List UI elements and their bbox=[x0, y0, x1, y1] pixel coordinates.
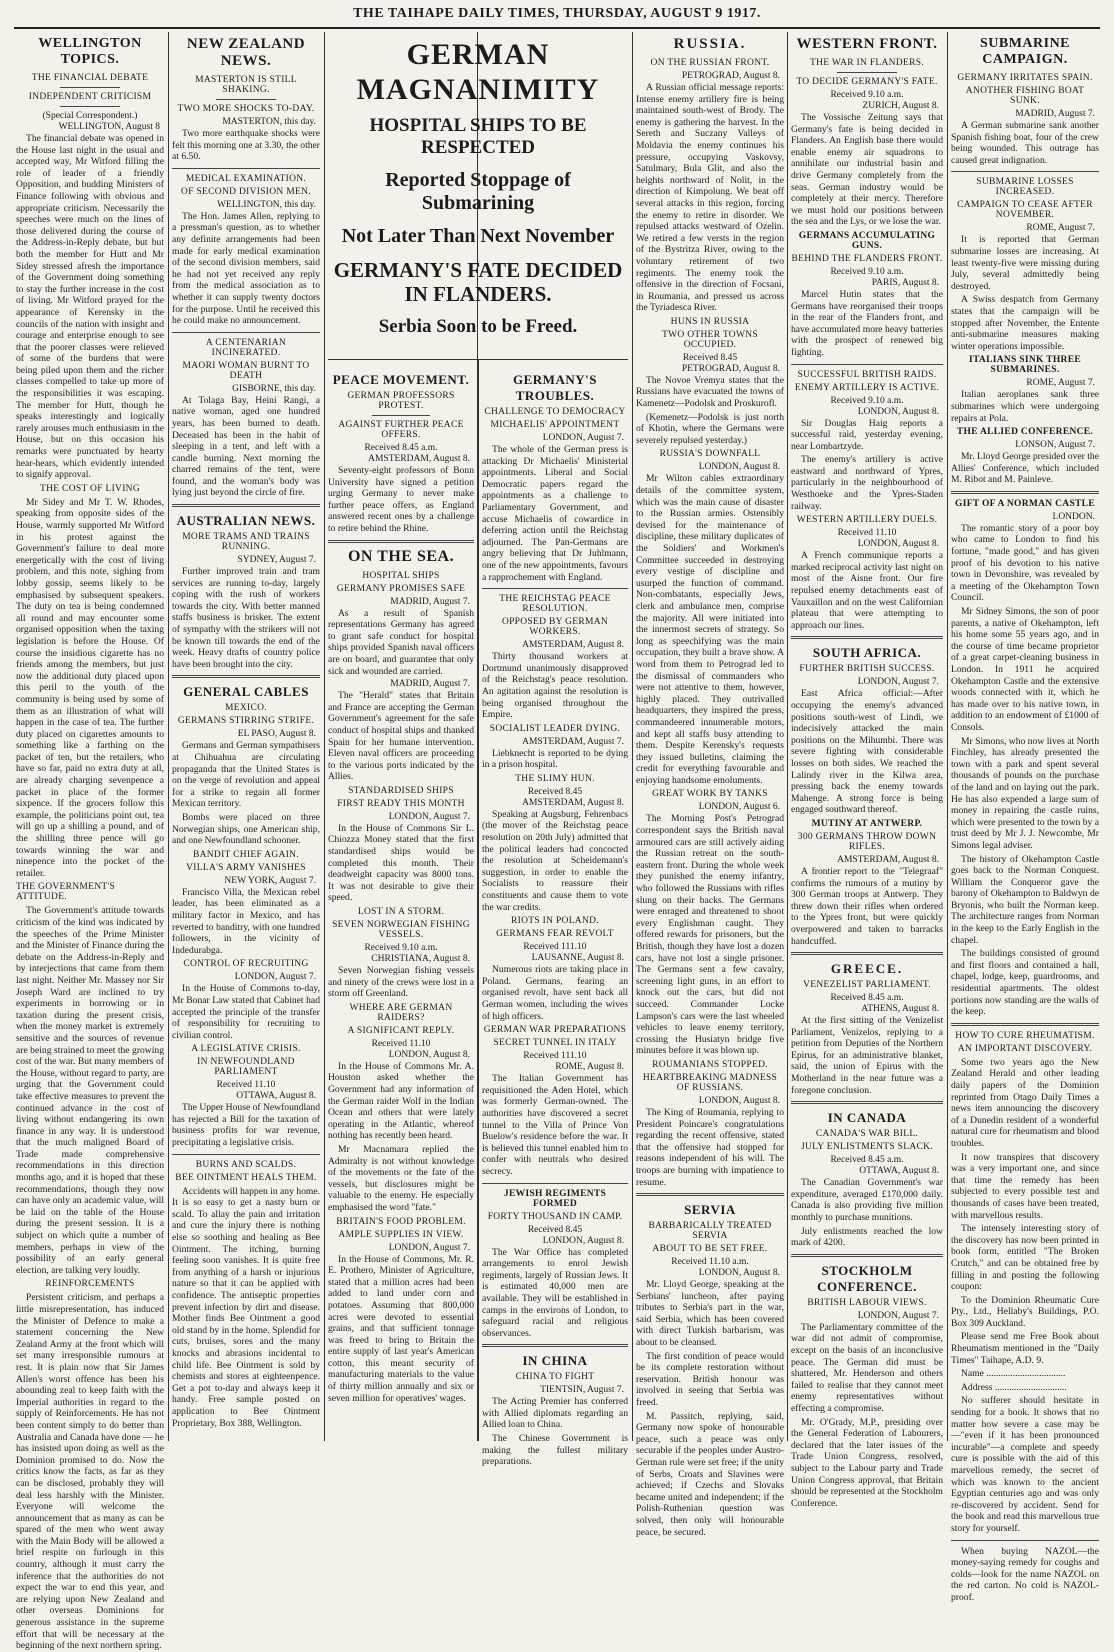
subheading: BEHIND THE FLANDERS FRONT. bbox=[791, 253, 943, 264]
dateline: PETROGRAD, August 8. bbox=[681, 363, 780, 374]
subheading: GIFT OF A NORMAN CASTLE bbox=[955, 498, 1095, 509]
dateline: ZURICH, August 8. bbox=[862, 101, 939, 111]
article-paragraph: Mr. O'Grady, M.P., presiding over the General Federation of Labourers, declared that the later issues of the Trade Union Congress, resolved, subject to the Labour party and Trade Union Congress approval, that Britain should be represented at the Stockholm Conference. bbox=[791, 1416, 943, 1509]
subheading: GERMAN WAR PREPARATIONS bbox=[483, 1025, 627, 1036]
subheading: THE FINANCIAL DEBATE bbox=[31, 73, 149, 83]
section-heading: SOUTH AFRICA. bbox=[812, 645, 922, 661]
divider bbox=[791, 364, 943, 365]
advertisement-nazol: When buying NAZOL—the money-saying remedy for coughs and colds—look for the name NAZOL on the red carton. No cold is NAZOL-proof. bbox=[951, 1545, 1099, 1603]
received-time: Received 11.10 bbox=[216, 1080, 276, 1091]
subheading: HUNS IN RUSSIA bbox=[670, 316, 750, 327]
subheading: THE GOVERNMENT'S ATTITUDE. bbox=[16, 882, 116, 903]
divider bbox=[216, 99, 275, 100]
divider bbox=[482, 1344, 628, 1347]
dateline: AMSTERDAM, August 8. bbox=[837, 854, 939, 865]
section-heading: STOCKHOLM CONFERENCE. bbox=[817, 1262, 917, 1294]
subheading: SUCCESSFUL BRITISH RAIDS. bbox=[797, 369, 937, 380]
dateline: LONDON, August 7. bbox=[388, 1242, 470, 1253]
section-heading: IN CHINA bbox=[522, 1353, 588, 1369]
subheading: REINFORCEMENTS bbox=[45, 1279, 135, 1290]
section-heading: RUSSIA. bbox=[673, 36, 747, 52]
received-time: Received 8.45 a.m. bbox=[364, 443, 438, 453]
dateline: PETROGRAD, August 8. bbox=[681, 71, 780, 81]
byline: (Special Correspondent.) bbox=[42, 111, 138, 121]
subheading: FORTY THOUSAND IN CAMP. bbox=[487, 1211, 623, 1222]
subheading: RUSSIA'S DOWNFALL bbox=[659, 449, 761, 460]
subheading: CHALLENGE TO DEMOCRACY bbox=[484, 407, 626, 417]
dateline: LONSON, August 7. bbox=[1015, 440, 1095, 451]
subheading: CHINA TO FIGHT bbox=[515, 1372, 595, 1383]
dateline: WELLINGTON, August 8 bbox=[58, 122, 160, 132]
subheading: SECRET TUNNEL IN ITALY bbox=[493, 1038, 617, 1049]
subheading: A LEGISLATIVE CRISIS. bbox=[191, 1044, 301, 1055]
coupon-text: Please send me Free Book about Rheumatism mentioned in the "Daily Times" Taihape, A.D. 9. bbox=[951, 1331, 1099, 1366]
dateline: ATHENS, August 8. bbox=[861, 1004, 939, 1015]
subheading: SOCIALIST LEADER DYING. bbox=[489, 723, 621, 734]
divider bbox=[837, 72, 898, 73]
dateline: LONDON, August 7. bbox=[542, 433, 624, 443]
subheading: MORE TRAMS AND TRAINS RUNNING. bbox=[182, 532, 310, 553]
section-heading: SUBMARINE CAMPAIGN. bbox=[979, 36, 1071, 67]
dateline: LONDON, August 8. bbox=[698, 1268, 780, 1279]
subheading: BURNS AND SCALDS. bbox=[195, 1159, 297, 1170]
dateline: LONDON, August 7. bbox=[857, 677, 939, 688]
subheading: GERMAN PROFESSORS PROTEST. bbox=[347, 391, 455, 411]
received-time: Received 11.10 bbox=[371, 1038, 431, 1049]
divider bbox=[951, 1023, 1099, 1026]
dateline: LONDON, August 8. bbox=[542, 1235, 624, 1246]
subheading: THE COST OF LIVING bbox=[40, 483, 140, 494]
subheading: IN NEWFOUNDLAND PARLIAMENT bbox=[197, 1057, 295, 1078]
headline-november: Not Later Than Next November bbox=[341, 224, 615, 247]
headline-serbia: Serbia Soon to be Freed. bbox=[378, 315, 578, 337]
section-heading: WESTERN FRONT. bbox=[796, 36, 938, 52]
article-paragraph: A French communique reports a marked reciprocal activity last night on most of the Aisne front. Our fire repulsed enemy detachments east of Vauxaillon and on the west Californian plateau that were attempting to approach our lines. bbox=[791, 550, 943, 631]
subheading: LOST IN A STORM. bbox=[357, 907, 445, 918]
article-paragraph: Two more earthquake shocks were felt this morning one at 3.30, the other at 6.50. bbox=[172, 128, 320, 163]
subheading: AN IMPORTANT DISCOVERY. bbox=[957, 1043, 1093, 1054]
column-rule bbox=[478, 359, 479, 1441]
divider bbox=[172, 675, 320, 678]
column-rule bbox=[787, 32, 788, 1441]
subheading: GERMANS ACCUMULATING GUNS. bbox=[798, 230, 936, 251]
article-paragraph: The whole of the German press is attacking Dr Michaelis' Ministerial appointments. Liberal and Social Democratic papers regard the appointments as a challenge to Parliamentary Government, and accuse Michaelis of cowardice in deferring action until the Reichstag adjourned. The Pan-Germans are angry believing that Dr Juhlmann, one of the new appointments, favours a rapprochement with England. bbox=[482, 444, 628, 583]
article-paragraph: A German submarine sank another Spanish fishing boat, four of the crew being wounded. This outrage has caused great indignation. bbox=[951, 120, 1099, 166]
article-paragraph: Accidents will happen in any home. It is so easy to get a nasty burn or scald. To allay the pain and irritation and cure the injury there is nothing else so soothing and healing as Bee Ointment. The itching, burning feeling soon vanishes. It is quite free from anything of a harsh or injurious nature so that it can be applied with confidence. The antiseptic properties prevent infection by dirt and disease. Mother finds Bee Ointment a good old stand by in the home. Splendid for cuts, bruises, sores and the many knocks and abrasions incidental to child life. Bee Ointment is sold by chemists and stores at eighteenpence. Get a pot to-day and always keep it handy. Free sample posted on application to Bee Ointment Proprietary, Box 388, Wellington. bbox=[172, 1185, 321, 1429]
subheading: GREAT WORK BY TANKS bbox=[652, 789, 768, 800]
subheading: BEE OINTMENT HEALS THEM. bbox=[175, 1172, 317, 1183]
article-paragraph: Mr Sidney Simons, the son of poor parents, a native of Okehampton, left his home some 55 years ago, and in the course of time became proprietor of a great carpet-cleaning business in London. In 1911 he acquired Okehampton Castle and the extensive woods connected with it, which he has made over to his native town, in addition to an endowment of £1000 of Consols. bbox=[951, 606, 1099, 733]
article-paragraph: As a result of Spanish representations Germany has agreed to grant safe conduct for hospital ships provided Spanish naval officers are on board, and guarantee that only sick and wounded are carried. bbox=[328, 607, 474, 677]
divider bbox=[482, 1183, 628, 1184]
column-new-zealand-news bbox=[172, 34, 320, 1441]
article-paragraph: The War Office has completed arrangements to enrol Jewish regiments, largely of Russian Jews. It is estimated 40,000 men are available. They will be established in camps in the environs of London, to safeguard racial and religious observances. bbox=[482, 1246, 628, 1339]
divider bbox=[791, 952, 943, 955]
subheading: AGAINST FURTHER PEACE OFFERS. bbox=[338, 420, 464, 440]
article-paragraph: The intensely interesting story of the discovery has now been printed in book form, entitled "The Broken Crutch," and can be obtained free by filling in and posting the following coupon: bbox=[951, 1223, 1099, 1293]
subheading: BRITAIN'S FOOD PROBLEM. bbox=[336, 1216, 466, 1227]
subheading: WHERE ARE GERMAN RAIDERS? bbox=[349, 1002, 453, 1023]
headline-flanders: GERMANY'S FATE DECIDED IN FLANDERS. bbox=[333, 257, 623, 306]
column-western-front bbox=[791, 34, 943, 1509]
subheading: THE ALLIED CONFERENCE. bbox=[956, 427, 1094, 438]
article-paragraph: Mr Sidey and Mr T. W. Rhodes, speaking from opposite sides of the House, warmly supported Mr Witford in his protest against the Government's failure to deal more energetically with the cost of living problem, and this note, sighing from lobby gossip, seems likely to be emphasised by subsequent speakers. The duty on tea is being condemned all round and may encounter some organised opposition when the taxing legislation is before the House. Of course the insidious cigarette has no friends among the members, but just now the additional duty placed upon this peril to the youth of the community is being used by some of them as an illustration of what will happen in the case of tea. The further duty placed on cigarettes amounts to something like a farthing on the packet of ten, but the retailers, who have so far, paid no extra duty at all, are already charging sevenpence a packet in place of the former sixpence. If the grocers follow this example, the politicians point out, tea will go up a shilling a pound, and of the shilling three pence will go towards winning the war and ninepence into the pocket of the retailer. bbox=[16, 496, 164, 879]
article-paragraph: The Government's attitude towards criticism of the kind was indicated by the speeches of the Prime Minister and the Minister of Finance during the debate on the Address-in-Reply and by interjections that came from them last night. Neither Mr. Massey nor Sir Joseph Ward are inclined to try experiments in borrowing or in taxation during the present crisis, when the money market is extremely sensitive and the sources of revenue are being strained to meet the growing cost of the war. But many members of the House, without regard to party, are urging that the Government could take effective measures to prevent the continued advance in the cost of living without endangering its own finance in any way. It is understood that the much maligned Board of Trade made comprehensive recommendations in this direction months ago, and it is hoped that these recommendations, though they now can have only an academic value, will be laid on the table of the House during the present session. It is a subject on which quite a number of members, perhaps in view of the possibility of an early general election, are talking very loudly. bbox=[16, 905, 164, 1276]
article-paragraph: In the House of Commons to-day, Mr Bonar Law stated that Cabinet had accepted the principle of the transfer of responsibility for recruiting to civilian control. bbox=[172, 983, 320, 1041]
dateline: GISBORNE, this day. bbox=[232, 383, 316, 394]
subheading: ITALIANS SINK THREE SUBMARINES. bbox=[969, 355, 1081, 376]
dateline: TIENTSIN, August 7. bbox=[540, 1385, 624, 1396]
article-paragraph: M. Passitch, replying, said, Germany now spoke of honourable peace, such a peace was only securable if the peoples under Austro-German rule were set free; if the unity of Serbs, Croats and Slavines were achieved; if Czechs and Slovaks became united and independent; if the Polish-Ruthenian question was solved, then only will honourable peace, be secured. bbox=[636, 1410, 784, 1538]
article-paragraph: At the first sitting of the Venizelist Parliament, Venizelos, replying to a petition from Deputies of the Northern Epirus, for an administrative blanket, said, the union of Epirus with the Motherland in the near future was a foregone conclusion. bbox=[791, 1015, 943, 1096]
divider bbox=[172, 504, 320, 507]
article-paragraph: The Novoe Vremya states that the Russians have evacuated the towns of Kamenetz—Podolsk and Proskurofl. bbox=[636, 374, 784, 410]
column-rule bbox=[168, 32, 169, 1441]
article-paragraph: Sir Douglas Haig reports a successful raid, yesterday evening, near Lombartzyde. bbox=[791, 417, 943, 452]
article-paragraph: Speaking at Augsburg, Fehrenbacs (the mover of the Reichstag peace resolution on 20th July) admitted that the political leaders had concocted the resolution at Scheidemann's suggestion, in order to enable the Socialists to reassure their constituents and cause them to vote the war credits. bbox=[482, 808, 628, 913]
article-paragraph: Marcel Hutin states that the Germans have reorganised their troops in the rear of the Flanders front, and have accumulated more heavy batteries with the prospect of renewed big fighting. bbox=[791, 288, 943, 358]
dateline: ROME, August 7. bbox=[1026, 378, 1095, 389]
article-paragraph: Liebknecht is reported to be dying in a prison hospital. bbox=[482, 747, 628, 771]
subheading: JEWISH REGIMENTS FORMED bbox=[503, 1188, 607, 1209]
article-paragraph: The Morning Post's Petrograd correspondent says the British naval armoured cars are still actively aiding the Russian retreat on the south-eastern front. During the whole week they punished the enemy infantry, who followed the Russians with rifles slung on their backs. The Germans were enraged and threatened to shoot every Englishman caught. They offered rewards for prisoners, but the British, though they have lost a dozen cars, have not lost a single prisoner. The Germans sent a few cavalry, screening light guns, in an effort to knock out the cars, but did not succeed. Commander Locke Lampson's cars were the last wheeled vehicles to leave enemy territory, crossing the Husiatyn bridge five minutes before it was blown up. bbox=[636, 813, 784, 1057]
dateline: LONDON, August 7. bbox=[857, 1310, 939, 1321]
subheading: HOW TO CURE RHEUMATISM. bbox=[955, 1030, 1095, 1041]
section-heading: GREECE. bbox=[830, 961, 904, 977]
article-paragraph: The financial debate was opened in the House last night in the usual and accepted way, Mr Witford filling the role of leader of a friendly Opposition, and budding Ministers of Finance following with obvious and appropriate criticism. Necessarily the speeches were much on the lines of those delivered during the course of the Address-in-Reply debate, but but both the member for Hutt and Mr Sidey stressed afresh the importance of the Government doing something to stay the further increase in the cost of living. Mr Witford prayed for the appearance of Kerensky in the councils of the nation with insight and courage and enterprise enough to see that the poorer classes were relieved of some of the burdens that were being piled upon them and the richer classes compelled to take up more of the responsibilities it was escaping. The member for Hutt, though he speaks interestingly and logically rarely arouses much enthusiasm in the House, but on this occasion his remarks were punctuated by hearty hear-hears, which evidently intended to signify approval. bbox=[16, 133, 164, 481]
dateline: LONDON, August 7. bbox=[234, 972, 316, 983]
divider bbox=[636, 1193, 784, 1196]
subheading: BRITISH LABOUR VIEWS. bbox=[807, 1297, 927, 1308]
coupon-name-line: Name ................................. bbox=[961, 1368, 1066, 1380]
article-paragraph: Mr. Lloyd George presided over the Allies' Conference, which included M. Ribot and M. Painleve. bbox=[951, 451, 1099, 486]
column-russia bbox=[636, 34, 784, 1538]
article-paragraph: The "Herald" states that Britain and France are accepting the German Government's agreement for the safe conduct of hospital ships and thanked Spain for her humane intervention. Eleven naval officers are proceeding to the various ports indicated by the Allies. bbox=[328, 690, 474, 783]
received-time: Received 9.10 a.m. bbox=[830, 395, 904, 406]
article-paragraph: The King of Roumania, replying to President Poincare's congratulations regarding the recent offensive, stated that the offensive had stopped for reasons independent of his will. The troops are burning with impatience to resume. bbox=[636, 1106, 784, 1188]
dateline: MASTERTON, this day. bbox=[222, 117, 316, 127]
dateline: NEW YORK, August 7. bbox=[224, 875, 316, 886]
received-time: Received 9.10 a.m. bbox=[830, 90, 904, 100]
article-paragraph: The Parliamentary committee of the war did not admit of compromise, except on the basis of an inconclusive peace. The German did must be shattered, Mr. Henderson and others failed to realise that they cannot meet enemy representatives without effecting a compromise. bbox=[791, 1321, 943, 1414]
article-paragraph: In the House of Commons, Mr. R. E. Prothero, Minister of Agriculture, stated that a million acres had been added to land under corn and potatoes. Assuming that 800,000 acres were devoted to essential grains, and that sufficient tonnage was freed to bring to Britain the entire supply of last year's American cotton, this meant security of manufacturing materials to the value of thirty million annually and six or seven million for operatives' wages. bbox=[328, 1253, 474, 1404]
dateline: PARIS, August 8. bbox=[871, 277, 939, 288]
subheading: SUBMARINE LOSSES INCREASED. bbox=[976, 177, 1074, 198]
subheading: BANDIT CHIEF AGAIN. bbox=[192, 849, 300, 860]
subheading: CANADA'S WAR BILL. bbox=[815, 1129, 919, 1140]
subheading: ANOTHER FISHING BOAT SUNK. bbox=[965, 86, 1085, 106]
divider bbox=[60, 87, 119, 88]
subheading: MUTINY AT ANTWERP. bbox=[811, 818, 923, 829]
section-heading: NEW ZEALAND NEWS. bbox=[186, 36, 306, 69]
subheading: ENEMY ARTILLERY IS ACTIVE. bbox=[794, 382, 940, 393]
subheading: GERMANY IRRITATES SPAIN. bbox=[957, 73, 1093, 83]
masthead: THE TAIHAPE DAILY TIMES, THURSDAY, AUGUST 9 1917. bbox=[353, 6, 761, 21]
article-paragraph: July enlistments reached the low mark of 4200. bbox=[791, 1225, 943, 1249]
article-paragraph: A Swiss despatch from Germany states that the campaign will be stopped after November, the Entente anti-submarine measures making winter operations impossible. bbox=[951, 294, 1099, 352]
subheading: SEVEN NORWEGIAN FISHING VESSELS. bbox=[332, 920, 470, 941]
received-time: Received 8.45 bbox=[682, 352, 738, 363]
subheading: THE REICHSTAG PEACE RESOLUTION. bbox=[499, 594, 611, 615]
article-paragraph: Further improved train and tram services are running to-day, largely coping with the rush of workers towards the city. With better manned staffs business is brisker. The extent of sympathy with the strikers will not be known till towards the end of the week. Heavy drafts of country police have been brought into the city. bbox=[172, 566, 320, 670]
subheading: MASTERTON IS STILL SHAKING. bbox=[195, 75, 297, 95]
dateline: AMSTERDAM, August 8. bbox=[368, 454, 470, 464]
section-heading: SERVIA bbox=[684, 1202, 736, 1218]
article-paragraph: The Canadian Government's war expenditure, averaged £170,000 daily. Canada is also providing five million monthly to purchase munitions. bbox=[791, 1177, 943, 1224]
article-paragraph: The Hon. James Allen, replying to a pressman's question, as to whether any definite arrangements had been made for early medical examination of the second division members, said he had not yet received any reply from the medical association as to whether it can supply twenty doctors for the purpose. Until he received this he could make no announcement. bbox=[172, 210, 320, 327]
received-time: Received 8.45 a.m. bbox=[830, 1155, 904, 1166]
dateline: SYDNEY, August 7. bbox=[237, 555, 316, 566]
section-heading: WELLINGTON TOPICS. bbox=[38, 36, 142, 67]
subheading: GERMANY PROMISES SAFE bbox=[336, 583, 466, 594]
subheading: AMPLE SUPPLIES IN VIEW. bbox=[338, 1229, 464, 1240]
article-paragraph: No sufferer should hesitate in sending for a book. It shows that no matter how severe a case may be—"even if it has been pronounced incurable"—a complete and speedy cure is possible with the aid of this marvellous remedy, the secret of which was known to the ancient Egyptian centuries ago and was only re-discovered by accident. Send for the book and read this marvellous true story for yourself. bbox=[951, 1395, 1099, 1534]
divider bbox=[791, 1254, 943, 1257]
divider bbox=[791, 1101, 943, 1104]
dateline: AMSTERDAM, August 8. bbox=[522, 640, 624, 651]
dateline: OTTAWA, August 8. bbox=[236, 1091, 316, 1102]
received-time: Received 8.45 a.m. bbox=[830, 993, 904, 1004]
column-rule bbox=[947, 32, 948, 1441]
article-paragraph: Thirty thousand workers at Dortmund unanimously disapproved of the Reichstag's peace resolution. An agitation against the resolution is being organised throughout the Empire. bbox=[482, 651, 628, 721]
subheading: GERMANS STIRRING STRIFE. bbox=[177, 716, 315, 727]
subheading: HEARTBREAKING MADNESS OF RUSSIANS. bbox=[642, 1072, 778, 1093]
dateline: LONDON, August 8. bbox=[857, 406, 939, 417]
article-paragraph: It now transpires that discovery was a very important one, and since that time the remedy has been subjected to every possible test and thousands of cases have been treated, with marvellous results. bbox=[951, 1151, 1099, 1221]
subheading: MEDICAL EXAMINATION. bbox=[185, 173, 307, 184]
subheading: OF SECOND DIVISION MEN. bbox=[181, 186, 311, 197]
article-paragraph: The Upper House of Newfoundland has rejected a Bill for the taxation of business profits for war revenue, precipitating a legislative crisis. bbox=[172, 1102, 321, 1149]
article-paragraph: Mr Wilton cables extraordinary details of the committee system, which was the main cause of disaster to the Russian armies. Ostensibly devised for the maintenance of discipline, these military duplicates of the Soldiers' and Workmen's Committee succeeded in destroying every vestige of discipline and usurped the function of command. Non-combatants, especially Jews, clerk and ambulance men, comprise the majority. All were initiated into the innermost secrets of strategy. So long as speechifying was the main occupation, they built a brave show. A word from them to Petrograd led to the dismissal of commanders who were not attentive to them, however, highly placed. They outrivalled headquarters, they inspired the press, commandeered innumerable motors, and kept all staffs busy attending to them. Despite Kerensky's requests they issued bulletins, claiming the credit for everything favourable and enjoying handsome emoluments. bbox=[636, 473, 784, 786]
dateline: LONDON, August 6. bbox=[698, 802, 780, 813]
article-paragraph: In the House of Commons Sir L. Chiozza Money stated that the first standardised ships would be completed this month. Their deadweight capacity was 8000 tons. It was not desirable to give their speed. bbox=[328, 822, 474, 904]
dateline: LONDON, August 8. bbox=[857, 539, 939, 550]
article-paragraph: A Russian official message reports: Intense enemy artillery fire is being maintained south-west of Brody. The enemy is gathering the harvest. In the Sereth and Suczany Valleys of Moldavia the enemy continues his pressure, occupying Vaskovsy, Satulmary, Bula Glit, and also the heights northward of Nolit, in the direction of Kimpolung. We beat off several attacks in this region, forcing the enemy to retire in disorder. We repulsed attacks westward of Ozelin. We retired a few versts in the region of the Bystritza River, owing to the voluntary retirement of two regiments. The enemy took the offensive in the direction of Focsani, in Roumania, and pressed us across the Tyriadesca River. bbox=[636, 82, 784, 314]
column-rule bbox=[324, 32, 325, 1441]
dateline: MADRID, August 7. bbox=[390, 679, 470, 690]
divider bbox=[328, 540, 474, 543]
subheading: MAORI WOMAN BURNT TO DEATH bbox=[182, 360, 310, 381]
article-paragraph: Seven Norwegian fishing vessels and ninety of the crews were lost in a storm off Greenland. bbox=[328, 965, 474, 1000]
subheading: FIRST READY THIS MONTH bbox=[337, 798, 465, 809]
subheading: WESTERN ARTILLERY DUELS. bbox=[796, 515, 938, 526]
received-time: Received 111.10 bbox=[523, 942, 587, 953]
dateline: AMSTERDAM, August 8. bbox=[522, 797, 624, 808]
subheading: TO DECIDE GERMANY'S FATE. bbox=[796, 77, 938, 87]
article-paragraph: At Tolaga Bay, Heini Rangi, a native woman, aged one hundred years, has been burned to death. Deceased has been in the habit of sleeping in a tent, and left with a candle burning. Next morning the charred remains of the tent, were found, and the woman's body was lying just beyond the circle of fire. bbox=[172, 394, 320, 499]
article-paragraph: In the House of Commons Mr. A. Houston asked whether the Government had any information of the German raider Wolf in the Indian Ocean and others that were lately operating in the Atlantic, whereof nothing has recently been heard. bbox=[328, 1060, 474, 1142]
subheading: JULY ENLISTMENTS SLACK. bbox=[800, 1142, 933, 1153]
received-time: Received 11.10 a.m. bbox=[671, 1257, 749, 1268]
dateline: AMSTERDAM, August 7. bbox=[522, 736, 624, 747]
section-heading: GERMANY'S TROUBLES. bbox=[513, 372, 597, 403]
dateline: LONDON, August 8. bbox=[698, 462, 780, 473]
article-paragraph: Mr Simons, who now lives at North Finchley, has already presented the town with a park and spent several thousands of pounds on the purchase of the land and on laying out the park. He has also expended a large sum of money in repairing the castle ruins, which were presented to the town by a trust deed by Mr J. J. Newcombe, Mr Simons legal adviser. bbox=[951, 735, 1099, 851]
subheading: CAMPAIGN TO CEASE AFTER NOVEMBER. bbox=[957, 200, 1093, 221]
divider bbox=[172, 168, 320, 169]
subheading: INDEPENDENT CRITICISM bbox=[28, 92, 152, 102]
article-paragraph: Mr. Lloyd George, speaking at the Serbians' luncheon, after paying tributes to Serbia's part in the war, said Serbia, which has been covered with direct Turkish barbarism, was about to be cleansed. bbox=[636, 1279, 784, 1349]
divider bbox=[951, 1540, 1099, 1541]
coupon-address: To the Dominion Rheumatic Cure Pty., Ltd., Hellaby's Buildings, P.O. Box 309 Auckland. bbox=[951, 1294, 1099, 1329]
headline-submarining: Reported Stoppage of Submarining bbox=[385, 168, 571, 214]
subheading: BARBARICALLY TREATED SERVIA bbox=[648, 1221, 772, 1242]
subheading: THE WAR IN FLANDERS. bbox=[809, 58, 925, 68]
subheading: VILLA'S ARMY VANISHES bbox=[186, 862, 306, 873]
article-paragraph: The history of Okehampton Castle goes back to the Norman Conquest. William the Conqueror gave the barony of Okehampton to Baldwyn de Bryonis, who built the Norman keep. The architecture ranges from Norman in the keep to the Early English in the chapel. bbox=[951, 853, 1099, 946]
divider bbox=[951, 491, 1099, 494]
subheading: MEXICO. bbox=[225, 703, 267, 714]
section-heading: ON THE SEA. bbox=[347, 547, 455, 565]
received-time: Received 11.10 bbox=[837, 528, 897, 539]
article-paragraph: Numerous riots are taking place in Poland. Germans, fearing an organised revolt, have sent back all German women, including the wives of high officers. bbox=[482, 964, 628, 1022]
section-heading: IN CANADA bbox=[827, 1110, 907, 1126]
subheading: A SIGNIFICANT REPLY. bbox=[347, 1025, 455, 1036]
subheading: ROUMANIANS STOPPED. bbox=[652, 1059, 768, 1070]
column-rule bbox=[632, 32, 633, 1441]
dateline: OTTAWA, August 8. bbox=[859, 1166, 939, 1177]
subheading: 300 GERMANS THROW DOWN RIFLES. bbox=[797, 831, 937, 852]
dateline: ROME, August 8. bbox=[555, 1062, 624, 1073]
divider bbox=[172, 1154, 320, 1155]
headline-german-magnanimity: GERMAN MAGNANIMITY bbox=[356, 38, 600, 106]
article-paragraph: Seventy-eight professors of Bonn University have signed a petition urging Germany to never make further peace offers, as England answered recent ones by a challenge to retire behind the Rhine. bbox=[328, 465, 474, 534]
dateline: CHRISTIANA, August 8. bbox=[371, 954, 470, 965]
received-time: Received 8.45 bbox=[527, 1224, 583, 1235]
article-paragraph: The Chinese Government is making the fullest military preparations. bbox=[482, 1433, 628, 1468]
dateline: ROME, August 7. bbox=[1026, 223, 1095, 234]
dateline: LONDON, August 8. bbox=[698, 1095, 780, 1106]
dateline: EL PASO, August 8. bbox=[237, 729, 316, 740]
main-headline-block bbox=[328, 34, 628, 359]
article-paragraph: Germans and German sympathisers at Chihuahua are circulating propaganda that the United States is on the verge of revolution and appeal for a strike to regain all former Mexican territory. bbox=[172, 740, 320, 810]
masthead-rule bbox=[14, 27, 1100, 29]
section-heading: PEACE MOVEMENT. bbox=[332, 372, 470, 387]
section-heading: AUSTRALIAN NEWS. bbox=[176, 513, 316, 529]
received-time: Received 111.10 bbox=[523, 1051, 587, 1062]
subheading: ON THE RUSSIAN FRONT. bbox=[650, 58, 770, 68]
dateline: MADRID, August 7. bbox=[390, 596, 470, 607]
subheading: STANDARDISED SHIPS bbox=[348, 785, 454, 796]
article-paragraph: The Italian Government has requisitioned the Aden Hotel, which was formerly German-owned. The authorities have discovered a secret tunnel to the Villa of Prince Von Buelow's residence before the war. It is believed this tunnel enabled him to confer with neutrals who desired secrecy. bbox=[482, 1073, 628, 1177]
subheading: FURTHER BRITISH SUCCESS. bbox=[799, 664, 935, 675]
column-germanys-troubles bbox=[482, 366, 628, 1468]
subheading: OPPOSED BY GERMAN WORKERS. bbox=[501, 617, 609, 638]
article-paragraph: Francisco Villa, the Mexican rebel leader, has been eliminated as a military factor in Mexico, and has reverted to banditry, with one hundred followers, in the vicinity of Indedurabga. bbox=[172, 886, 320, 956]
subheading: CONTROL OF RECRUITING bbox=[183, 959, 309, 970]
subheading: HOSPITAL SHIPS bbox=[362, 570, 440, 581]
divider bbox=[372, 415, 430, 416]
column-wellington-topics bbox=[16, 34, 164, 1652]
subheading: VENEZELIST PARLIAMENT. bbox=[803, 980, 931, 991]
article-paragraph: Mr Macnamara replied the Admiralty is not without knowledge of the movements or the fate of the vessels, but disclosures might be valuable to the enemy. He especially emphasised the word "fate." bbox=[328, 1143, 474, 1213]
received-time: Received 9.10 a.m. bbox=[364, 943, 438, 954]
article-paragraph: East Africa official:—After occupying the enemy's advanced positions south-west of Lindi, we indecisively attacked the main positions on the Mihumbi. There was severe fighting with considerable losses on both sides. We reached the Lalindy river in the Kilwa area, pressing back the enemy towards Mahenge. A strong force is being engaged southward thereof. bbox=[791, 688, 943, 816]
received-time: Received 8.45 bbox=[527, 786, 583, 797]
article-paragraph: The romantic story of a poor boy who came to London to find his fortune, "made good," and has given proof of his devotion to his native town in Devonshire, was revealed by a meeting of the Okehampton Town Council. bbox=[951, 522, 1099, 604]
column-peace-movement bbox=[328, 366, 474, 1441]
article-paragraph: The first condition of peace would be its complete restoration without reservation. British honour was involved in seeing that Serbia was freed. bbox=[636, 1350, 784, 1409]
article-paragraph: The Vossische Zeitung says that Germany's fate is being decided in Flanders. An English base there would enable enemy air squadrons to annihilate our industrial basin and drive Germany completely from the seas. German industry would be completely at their mercy. Therefore we must hold our positions between the sea and the Lys, or we lose the war. bbox=[791, 112, 943, 228]
centre-spread bbox=[328, 34, 628, 1468]
received-time: Received 9.10 a.m. bbox=[830, 266, 904, 277]
coupon-address-line: Address .............................. bbox=[961, 1381, 1067, 1393]
subheading: RIOTS IN POLAND. bbox=[511, 916, 599, 927]
subheading: TWO OTHER TOWNS OCCUPIED. bbox=[662, 329, 758, 350]
article-paragraph: Bombs were placed on three Norwegian ships, one American ship, and one Newfoundland schooner. bbox=[172, 811, 320, 847]
dateline: MADRID, August 7. bbox=[1015, 109, 1095, 119]
article-paragraph: The Acting Premier has conferred with Allied diplomats regarding an Allied loan to China. bbox=[482, 1396, 628, 1431]
dateline: LONDON, August 8. bbox=[388, 1049, 470, 1060]
dateline: LONDON, August 7. bbox=[388, 811, 470, 822]
column-submarine-campaign bbox=[951, 34, 1099, 1603]
subheading: MICHAELIS' APPOINTMENT bbox=[490, 420, 620, 430]
subheading: THE SLIMY HUN. bbox=[515, 773, 595, 784]
article-paragraph: Some two years ago the New Zealand Herald and other leading daily papers of the Dominion reprinted from Otago Daily Times a news item announcing the discovery of a Dunedin resident of a wonderful natural cure for rheumatism and blood troubles. bbox=[951, 1056, 1099, 1149]
article-paragraph: Persistent criticism, and perhaps a little misrepresentation, has induced the Minister of Defence to make a statement concerning the New Zealand Army at the front which will set many irresponsible rumours at rest. It is plain now that Sir James Allen's worst offence has been his abounding zeal to keep faith with the Imperial authorities in regard to the supply of Reinforcements. He has not been content simply to do better than Australia and Canada have done — he has insisted upon doing as well as the Dominion promised to do. Now the critics know the facts, as far as they can be disclosed, probably they will deal less harshly with the Minister. Everyone will welcome the announcement that as many as can be spared of the men who went away with the Main Body will be allowed a brief respite on furlough in this country, although it must carry the inference that the authorities do not expect the war to end this year, and are relying upon New Zealand and other overseas Dominions for generous assistance in the supreme effort that will be necessary at the beginning of the next northern spring. bbox=[16, 1292, 164, 1652]
divider bbox=[60, 106, 119, 107]
article-paragraph: The enemy's artillery is active eastward and northward of Ypres, particularly in the neighbourhood of Westhoeke and the Ypres-Staden railway. bbox=[791, 454, 943, 512]
section-heading: GENERAL CABLES bbox=[183, 684, 309, 700]
subheading: ABOUT TO BE SET FREE. bbox=[652, 1244, 768, 1255]
headline-hospital-ships: HOSPITAL SHIPS TO BE RESPECTED bbox=[369, 115, 587, 158]
divider bbox=[482, 588, 628, 589]
subheading: GERMANS FEAR REVOLT bbox=[496, 929, 614, 940]
divider bbox=[791, 636, 943, 639]
subheading: TWO MORE SHOCKS TO-DAY. bbox=[177, 104, 315, 114]
article-paragraph: It is reported that German submarine losses are increasing. At least twenty-five were missing during July, several admittedly being destroyed. bbox=[951, 234, 1099, 292]
article-paragraph: A frontier report to the "Telegraaf" confirms the rumours of a mutiny by 300 German troops at Antwerp. They threw down their rifles when ordered to the Ypres front, but were quickly overpowered and taken to barracks handcuffed. bbox=[791, 865, 943, 947]
dateline: WELLINGTON, this day. bbox=[217, 199, 316, 210]
article-paragraph: The buildings consisted of ground and first floors and contained a hall, chapel, lodge, keep, guardrooms, and residential apartments. The oldest portions now standing are the walls of the keep. bbox=[951, 948, 1099, 1018]
dateline: LONDON. bbox=[1052, 511, 1095, 522]
article-paragraph: Italian aeroplanes sank three submarines which were undergoing repairs at Pola. bbox=[951, 389, 1099, 424]
divider bbox=[951, 171, 1099, 172]
dateline: LAUSANNE, August 8. bbox=[531, 953, 624, 964]
subheading: A CENTENARIAN INCINERATED. bbox=[205, 337, 287, 358]
article-paragraph: (Kemenetz—Podolsk is just north of Khotin, where the Germans were severely repulsed yesterday.) bbox=[636, 411, 784, 446]
divider bbox=[172, 332, 320, 333]
